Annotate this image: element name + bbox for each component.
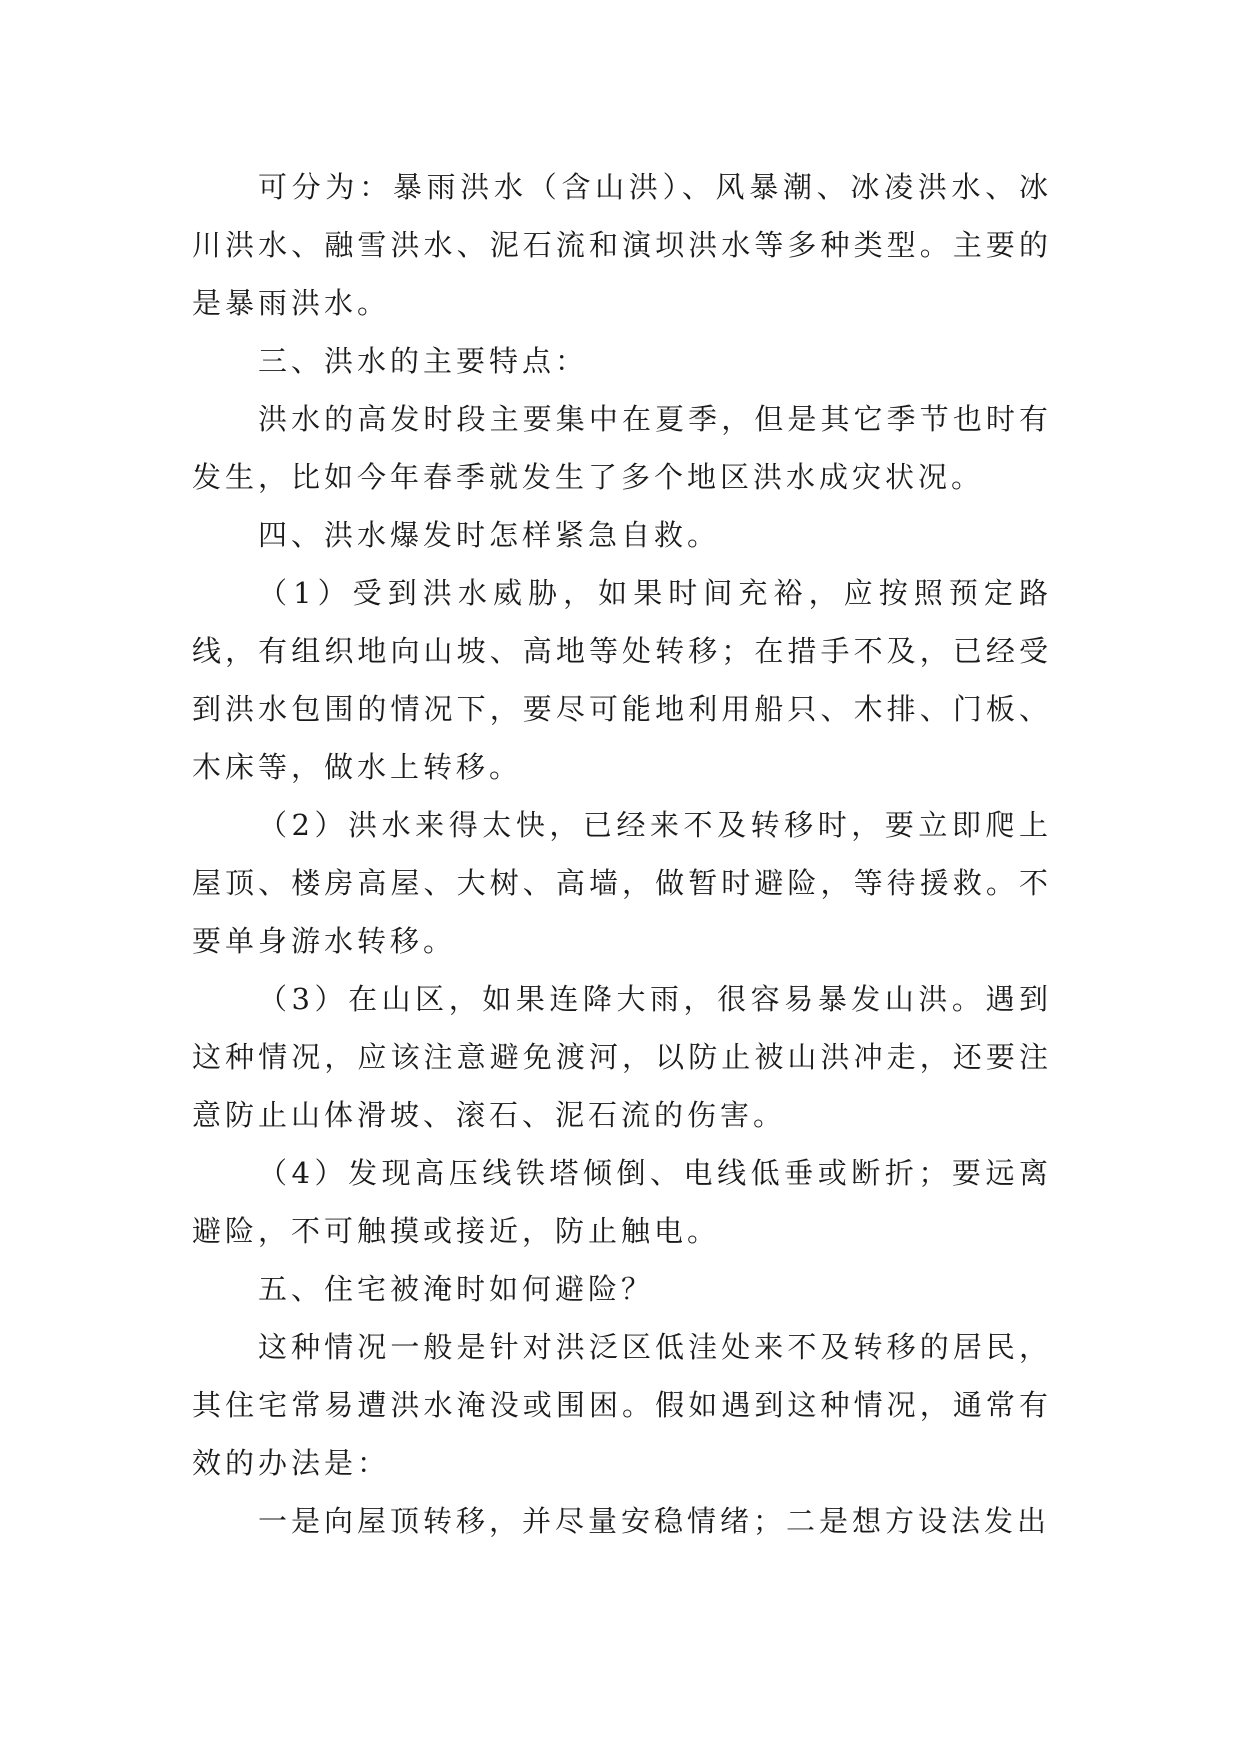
paragraph-first-measure: 一是向屋顶转移，并尽量安稳情绪；二是想方设法发出 (258, 1504, 1051, 1538)
paragraph-item-3: （3）在山区，如果连降大雨，很容易暴发山洪。遇到这种情况，应该注意避免渡河，以防止被山洪冲走，还要注意防止山体滑坡、滚石、泥石流的伤害。 (192, 982, 1052, 1132)
paragraph-item-2: （2）洪水来得太快，已经来不及转移时，要立即爬上屋顶、楼房高屋、大树、高墙，做暂时避险，等待援救。不要单身游水转移。 (192, 808, 1052, 958)
document-body (192, 158, 1052, 1550)
heading-flood-characteristics: 三、洪水的主要特点： (258, 344, 589, 378)
paragraph-item-4: （4）发现高压线铁塔倾倒、电线低垂或断折；要远离避险，不可触摸或接近，防止触电。 (192, 1156, 1052, 1248)
heading-house-flooded: 五、住宅被淹时如何避险？ (258, 1272, 655, 1306)
paragraph-flood-types: 可分为：暴雨洪水（含山洪）、风暴潮、冰凌洪水、冰川洪水、融雪洪水、泥石流和演坝洪水等多种类型。主要的是暴雨洪水。 (192, 170, 1052, 320)
heading-emergency-self-rescue: 四、洪水爆发时怎样紧急自救。 (258, 518, 721, 552)
paragraph-item-1: （1）受到洪水威胁，如果时间充裕，应按照预定路线，有组织地向山坡、高地等处转移；在措手不及，已经受到洪水包围的情况下，要尽可能地利用船只、木排、门板、木床等，做水上转移。 (192, 576, 1052, 784)
paragraph-lowland-residents: 这种情况一般是针对洪泛区低洼处来不及转移的居民，其住宅常易遭洪水淹没或围困。假如遇到这种情况，通常有效的办法是： (192, 1330, 1052, 1480)
paragraph-flood-season: 洪水的高发时段主要集中在夏季，但是其它季节也时有发生，比如今年春季就发生了多个地区洪水成灾状况。 (192, 402, 1052, 494)
